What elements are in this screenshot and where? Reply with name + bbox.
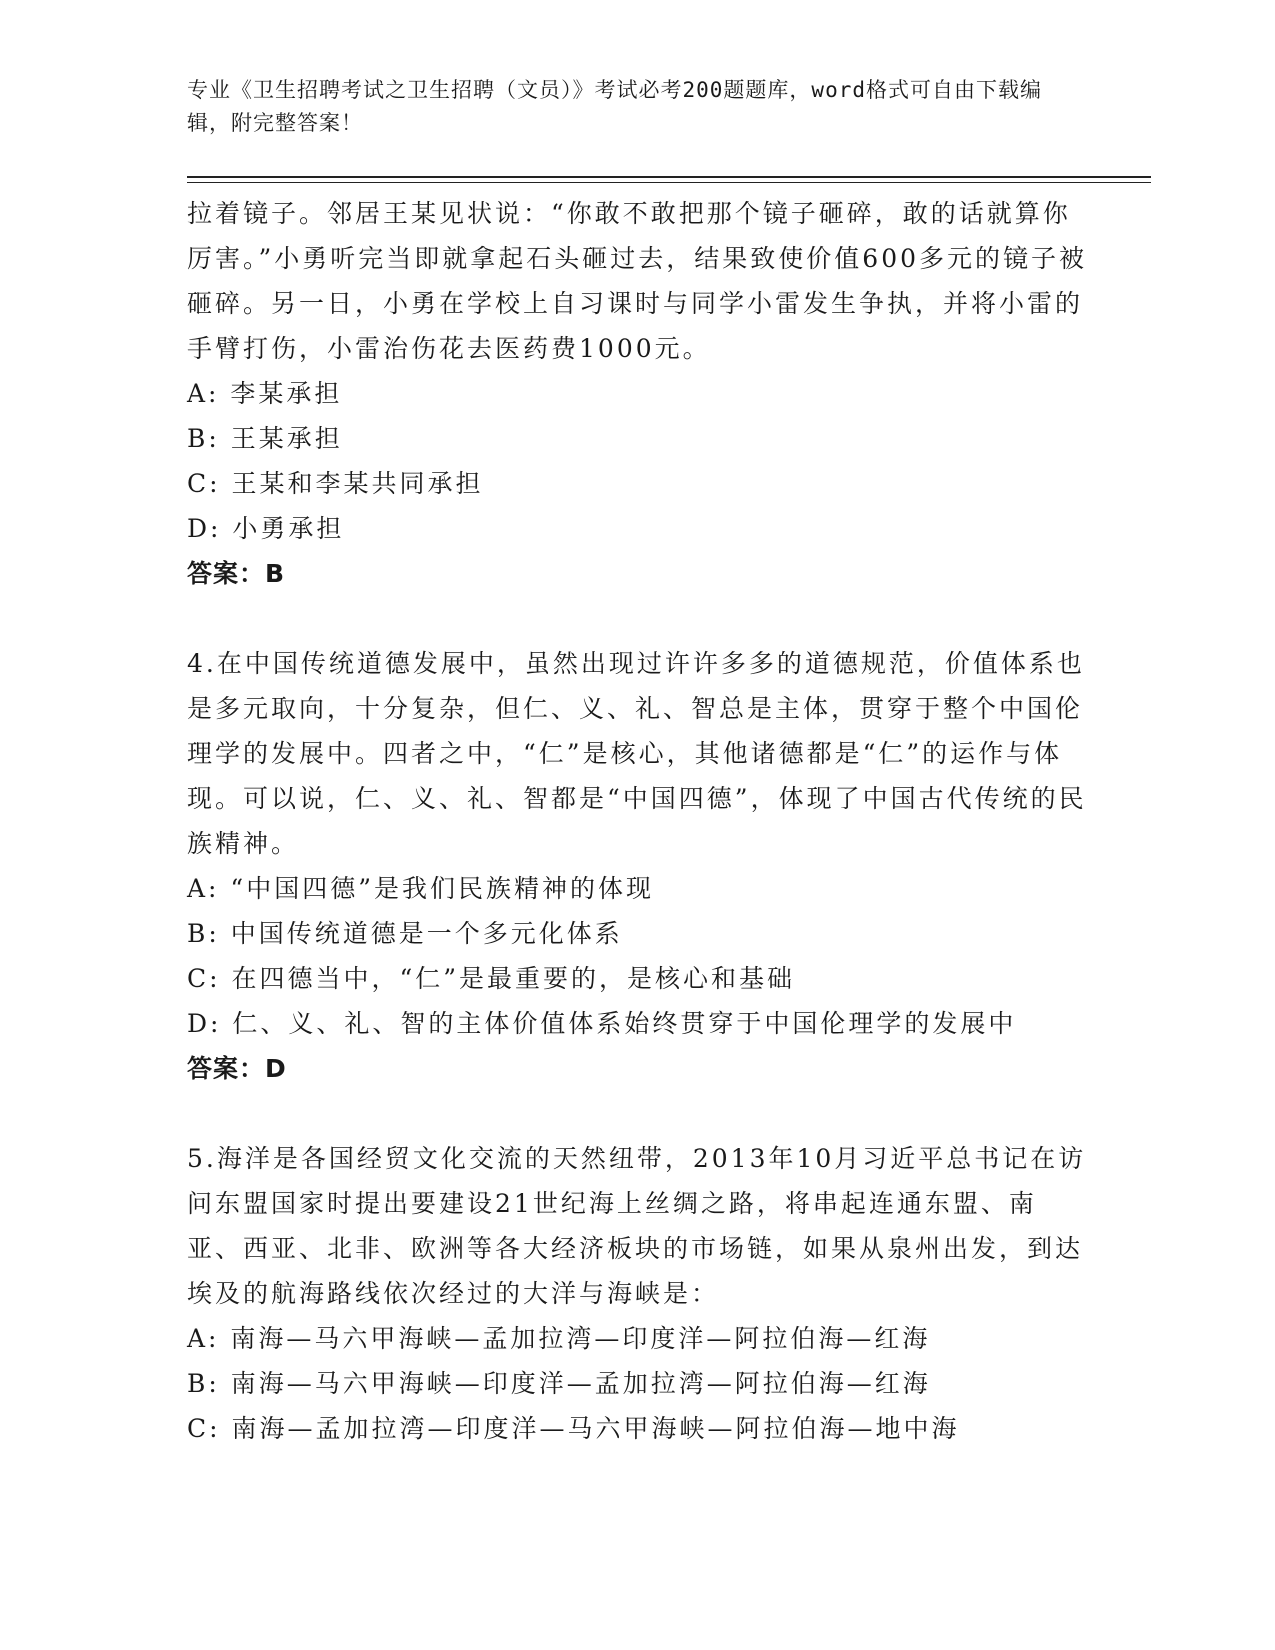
header-rule-thin	[187, 182, 1151, 183]
document-header	[187, 74, 1067, 140]
option-b: B: 中国传统道德是一个多元化体系	[187, 919, 623, 948]
question-stem: 4.在中国传统道德发展中，虽然出现过许许多多的道德规范，价值体系也是多元取向，十分复杂，但仁、义、礼、智总是主体，贯穿于整个中国伦理学的发展中。四者之中，“仁”是核心，其他诸德都是“仁”的运作与体现。可以说，仁、义、礼、智都是“中国四德”，体现了中国古代传统的民族精神。	[187, 649, 1087, 858]
option-a: A: 李某承担	[187, 379, 343, 408]
answer-label: 答案：B	[187, 559, 286, 588]
document-body	[187, 191, 1087, 1451]
option-d: D: 小勇承担	[187, 514, 345, 543]
option-c: C: 王某和李某共同承担	[187, 469, 484, 498]
option-c: C: 南海—孟加拉湾—印度洋—马六甲海峡—阿拉伯海—地中海	[187, 1414, 960, 1443]
question-stem: 5.海洋是各国经贸文化交流的天然纽带，2013年10月习近平总书记在访问东盟国家时提出要建设21世纪海上丝绸之路，将串起连通东盟、南亚、西亚、北非、欧洲等各大经济板块的市场链，如果从泉州出发，到达埃及的航海路线依次经过的大洋与海峡是：	[187, 1144, 1087, 1308]
question-3	[187, 191, 1087, 596]
option-b: B: 王某承担	[187, 424, 343, 453]
spacer	[187, 596, 1087, 641]
question-4	[187, 641, 1087, 1091]
option-d: D: 仁、义、礼、智的主体价值体系始终贯穿于中国伦理学的发展中	[187, 1009, 1017, 1038]
spacer	[187, 1091, 1087, 1136]
option-c: C: 在四德当中，“仁”是最重要的，是核心和基础	[187, 964, 796, 993]
answer-label: 答案：D	[187, 1054, 287, 1083]
option-a: A: 南海—马六甲海峡—孟加拉湾—印度洋—阿拉伯海—红海	[187, 1324, 931, 1353]
header-rule-thick	[187, 176, 1151, 178]
question-stem: 拉着镜子。邻居王某见状说：“你敢不敢把那个镜子砸碎，敢的话就算你厉害。”小勇听完当即就拿起石头砸过去，结果致使价值600多元的镜子被砸碎。另一日，小勇在学校上自习课时与同学小雷发生争执，并将小雷的手臂打伤，小雷治伤花去医药费1000元。	[187, 199, 1088, 363]
header-title: 专业《卫生招聘考试之卫生招聘（文员）》考试必考200题题库，word格式可自由下载编辑，附完整答案！	[187, 78, 1042, 135]
option-a: A: “中国四德”是我们民族精神的体现	[187, 874, 654, 903]
option-b: B: 南海—马六甲海峡—印度洋—孟加拉湾—阿拉伯海—红海	[187, 1369, 931, 1398]
question-5	[187, 1136, 1087, 1451]
